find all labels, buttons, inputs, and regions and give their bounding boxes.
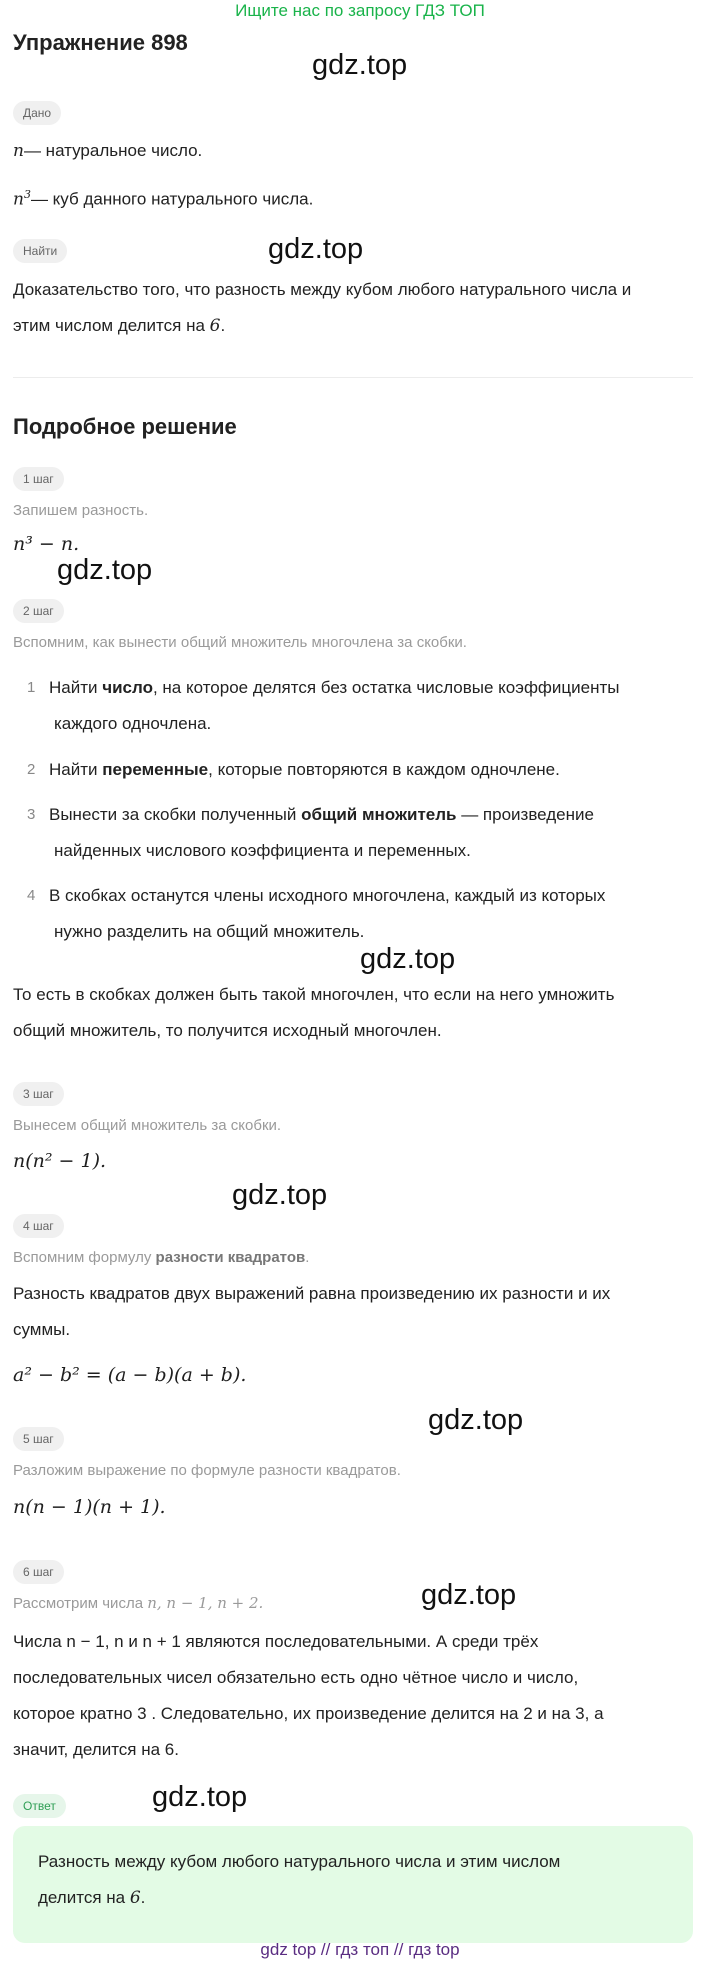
footer-links[interactable]: gdz top // гдз топ // гдз top bbox=[260, 1940, 460, 1959]
step-6-text: Числа n − 1, n и n + 1 являются последовательными. А среди трёх последовательных чисел обязательно есть одно чётное число и число, которое кратно 3 . Следовательно, их произведение делится на 2 и на 3, а значит, делится на 6. bbox=[13, 1632, 604, 1759]
answer-text: Разность между кубом любого натурального числа и этим числом делится на 6. bbox=[38, 1852, 561, 1908]
step-5-formula: n(n − 1)(n + 1). bbox=[13, 1496, 166, 1518]
watermark: gdz.top bbox=[57, 554, 153, 586]
top-banner-link[interactable]: Ищите нас по запросу ГДЗ ТОП bbox=[235, 1, 485, 20]
watermark: gdz.top bbox=[360, 943, 456, 975]
step-2-chip: 2 шаг bbox=[13, 599, 64, 623]
solution-title: Подробное решение bbox=[13, 414, 237, 439]
watermark: gdz.top bbox=[312, 49, 408, 81]
step-3-formula: n(n² − 1). bbox=[13, 1150, 107, 1172]
step-4-chip: 4 шаг bbox=[13, 1214, 64, 1238]
step-6-chip: 6 шаг bbox=[13, 1560, 64, 1584]
step-3-chip: 3 шаг bbox=[13, 1082, 64, 1106]
given-chip: Дано bbox=[13, 101, 61, 125]
page-title: Упражнение 898 bbox=[13, 30, 188, 55]
step-6-caption: Рассмотрим числа n, n − 1, n + 2. bbox=[13, 1594, 264, 1612]
step-1-chip: 1 шаг bbox=[13, 467, 64, 491]
step-1-formula: n³ − n. bbox=[13, 533, 80, 555]
find-text: Доказательство того, что разность между кубом любого натурального числа и этим числом делится на 6. bbox=[13, 280, 632, 336]
step-2-caption: Вспомним, как вынести общий множитель многочлена за скобки. bbox=[13, 634, 467, 651]
given-line-1: n— натуральное число. bbox=[13, 141, 203, 161]
watermark: gdz.top bbox=[421, 1579, 517, 1611]
watermark: gdz.top bbox=[268, 233, 364, 265]
step-4-formula: a² − b² = (a − b)(a + b). bbox=[13, 1364, 247, 1386]
answer-box bbox=[13, 1826, 693, 1943]
step-4-caption: Вспомним формулу разности квадратов. bbox=[13, 1249, 310, 1266]
watermark: gdz.top bbox=[232, 1179, 328, 1211]
step-1-caption: Запишем разность. bbox=[13, 502, 149, 519]
step-4-text: Разность квадратов двух выражений равна произведению их разности и их суммы. bbox=[13, 1284, 611, 1339]
watermark: gdz.top bbox=[428, 1404, 524, 1436]
find-chip: Найти bbox=[13, 239, 67, 263]
step-5-chip: 5 шаг bbox=[13, 1427, 64, 1451]
divider bbox=[13, 377, 693, 378]
step-2-summary: То есть в скобках должен быть такой многочлен, что если на него умножить общий множитель, то получится исходный многочлен. bbox=[13, 985, 615, 1040]
watermark: gdz.top bbox=[152, 1781, 248, 1813]
step-3-caption: Вынесем общий множитель за скобки. bbox=[13, 1117, 282, 1134]
given-line-2: $n^3—$ куб данного натурального числа. bbox=[13, 188, 314, 210]
step-5-caption: Разложим выражение по формуле разности квадратов. bbox=[13, 1462, 401, 1479]
answer-chip: Ответ bbox=[13, 1794, 66, 1818]
